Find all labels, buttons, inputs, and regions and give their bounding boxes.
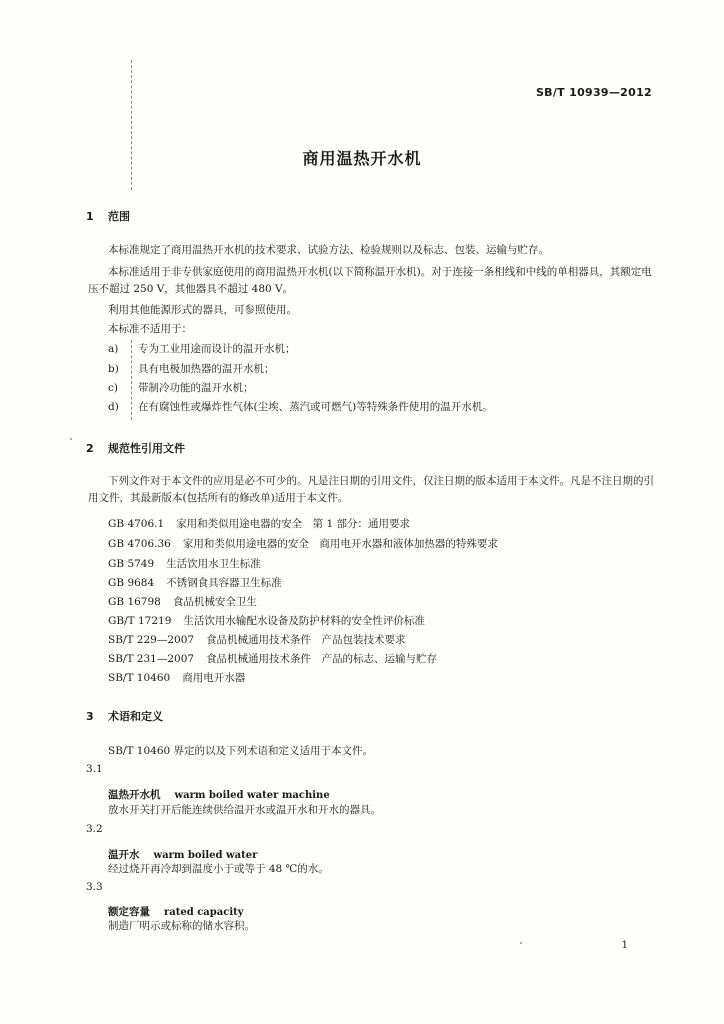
reference-code: SB/T 231—2007	[108, 653, 195, 665]
term-number: 3.3	[86, 881, 103, 893]
list-text: 专为工业用途而设计的温开水机；	[138, 343, 296, 355]
binding-margin-line	[131, 60, 132, 190]
reference-code: GB 4706.36	[108, 538, 171, 550]
term-en: warm boiled water machine	[174, 790, 330, 801]
term-en: rated capacity	[164, 907, 244, 918]
reference-item	[108, 516, 410, 531]
list-item	[108, 380, 254, 397]
term-heading	[108, 783, 330, 802]
section-3-number: 3	[86, 710, 94, 723]
term-heading	[108, 900, 244, 919]
list-item	[108, 341, 296, 358]
standard-code: SB/T 10939—2012	[535, 86, 652, 99]
reference-item	[108, 536, 498, 551]
reference-code: SB/T 229—2007	[108, 634, 195, 646]
reference-code: GB 5749	[108, 558, 155, 570]
term-number: 3.1	[86, 763, 103, 775]
scope-paragraph-4: 本标准不适用于：	[108, 323, 192, 335]
scan-speck	[520, 942, 522, 944]
list-item	[108, 361, 275, 378]
term-definition: 经过烧开再冷却到温度小于或等于 48 ℃的水。	[108, 863, 329, 875]
term-number: 3.2	[86, 823, 103, 835]
reference-title: 食品机械通用技术条件 产品包装技术要求	[206, 634, 406, 646]
reference-code: GB/T 17219	[108, 615, 172, 627]
section-1-title: 范围	[108, 210, 130, 223]
reference-item	[108, 670, 245, 685]
list-item	[108, 399, 493, 416]
list-label: a)	[108, 343, 119, 355]
scan-speck	[70, 438, 72, 440]
reference-item	[108, 575, 282, 590]
reference-code: GB 9684	[108, 577, 155, 589]
term-zh: 温热开水机	[108, 789, 161, 801]
reference-title: 生活饮用水卫生标准	[166, 558, 261, 570]
section-2-number: 2	[86, 442, 94, 455]
reference-title: 家用和类似用途电器的安全 商用电开水器和液体加热器的特殊要求	[182, 538, 498, 550]
reference-title: 不锈钢食具容器卫生标准	[166, 577, 282, 589]
reference-item	[108, 613, 425, 628]
section-2-title: 规范性引用文件	[108, 442, 185, 455]
term-zh: 额定容量	[108, 906, 150, 918]
scope-paragraph-2: 本标准适用于非专供家庭使用的商用温热开水机(以下简称温开水机)。对于连接一条相线和中线的单相器具，其额定电压不超过 250 V，其他器具不超过 480 V。	[88, 266, 652, 295]
section-1-number: 1	[86, 210, 94, 223]
document-title: 商用温热开水机	[302, 149, 422, 168]
list-text: 具有电极加热器的温开水机；	[138, 363, 275, 375]
list-label: d)	[108, 401, 119, 413]
term-heading	[108, 843, 257, 862]
reference-title: 家用和类似用途电器的安全 第 1 部分：通用要求	[176, 518, 411, 530]
reference-item	[108, 556, 261, 571]
references-intro: 下列文件对于本文件的应用是必不可少的。凡是注日期的引用文件，仅注日期的版本适用于本文件。凡是不注日期的引用文件，其最新版本(包括所有的修改单)适用于本文件。	[88, 475, 654, 504]
scope-paragraph-3: 利用其他能源形式的器具，可参照使用。	[108, 304, 297, 316]
reference-title: 食品机械通用技术条件 产品的标志、运输与贮存	[206, 653, 438, 665]
terms-intro: SB/T 10460 界定的以及下列术语和定义适用于本文件。	[108, 745, 374, 757]
term-definition: 制造厂明示或标称的储水容积。	[108, 920, 255, 932]
section-2-heading	[86, 440, 185, 456]
reference-title: 食品机械安全卫生	[172, 596, 257, 608]
list-text: 在有腐蚀性或爆炸性气体(尘埃、蒸汽或可燃气)等特殊条件使用的温开水机。	[138, 401, 493, 413]
reference-item	[108, 632, 406, 647]
term-definition: 放水开关打开后能连续供给温开水或温开水和开水的器具。	[108, 804, 381, 816]
reference-item	[108, 651, 437, 666]
section-1-heading	[86, 208, 130, 224]
page-number: 1	[621, 940, 628, 951]
term-zh: 温开水	[108, 849, 140, 861]
reference-item	[108, 594, 257, 609]
list-label: c)	[108, 382, 118, 394]
reference-title: 商用电开水器	[182, 672, 246, 684]
scope-paragraph-1: 本标准规定了商用温热开水机的技术要求、试验方法、检验规则以及标志、包装、运输与贮存。	[108, 244, 549, 256]
list-text: 带制冷功能的温开水机；	[138, 382, 254, 394]
reference-code: GB 16798	[108, 596, 161, 608]
section-3-title: 术语和定义	[108, 710, 163, 723]
reference-code: SB/T 10460	[108, 672, 171, 684]
list-label: b)	[108, 363, 119, 375]
term-en: warm boiled water	[153, 850, 258, 861]
reference-code: GB 4706.1	[108, 518, 165, 530]
reference-title: 生活饮用水输配水设备及防护材料的安全性评价标准	[183, 615, 425, 627]
section-3-heading	[86, 708, 163, 724]
